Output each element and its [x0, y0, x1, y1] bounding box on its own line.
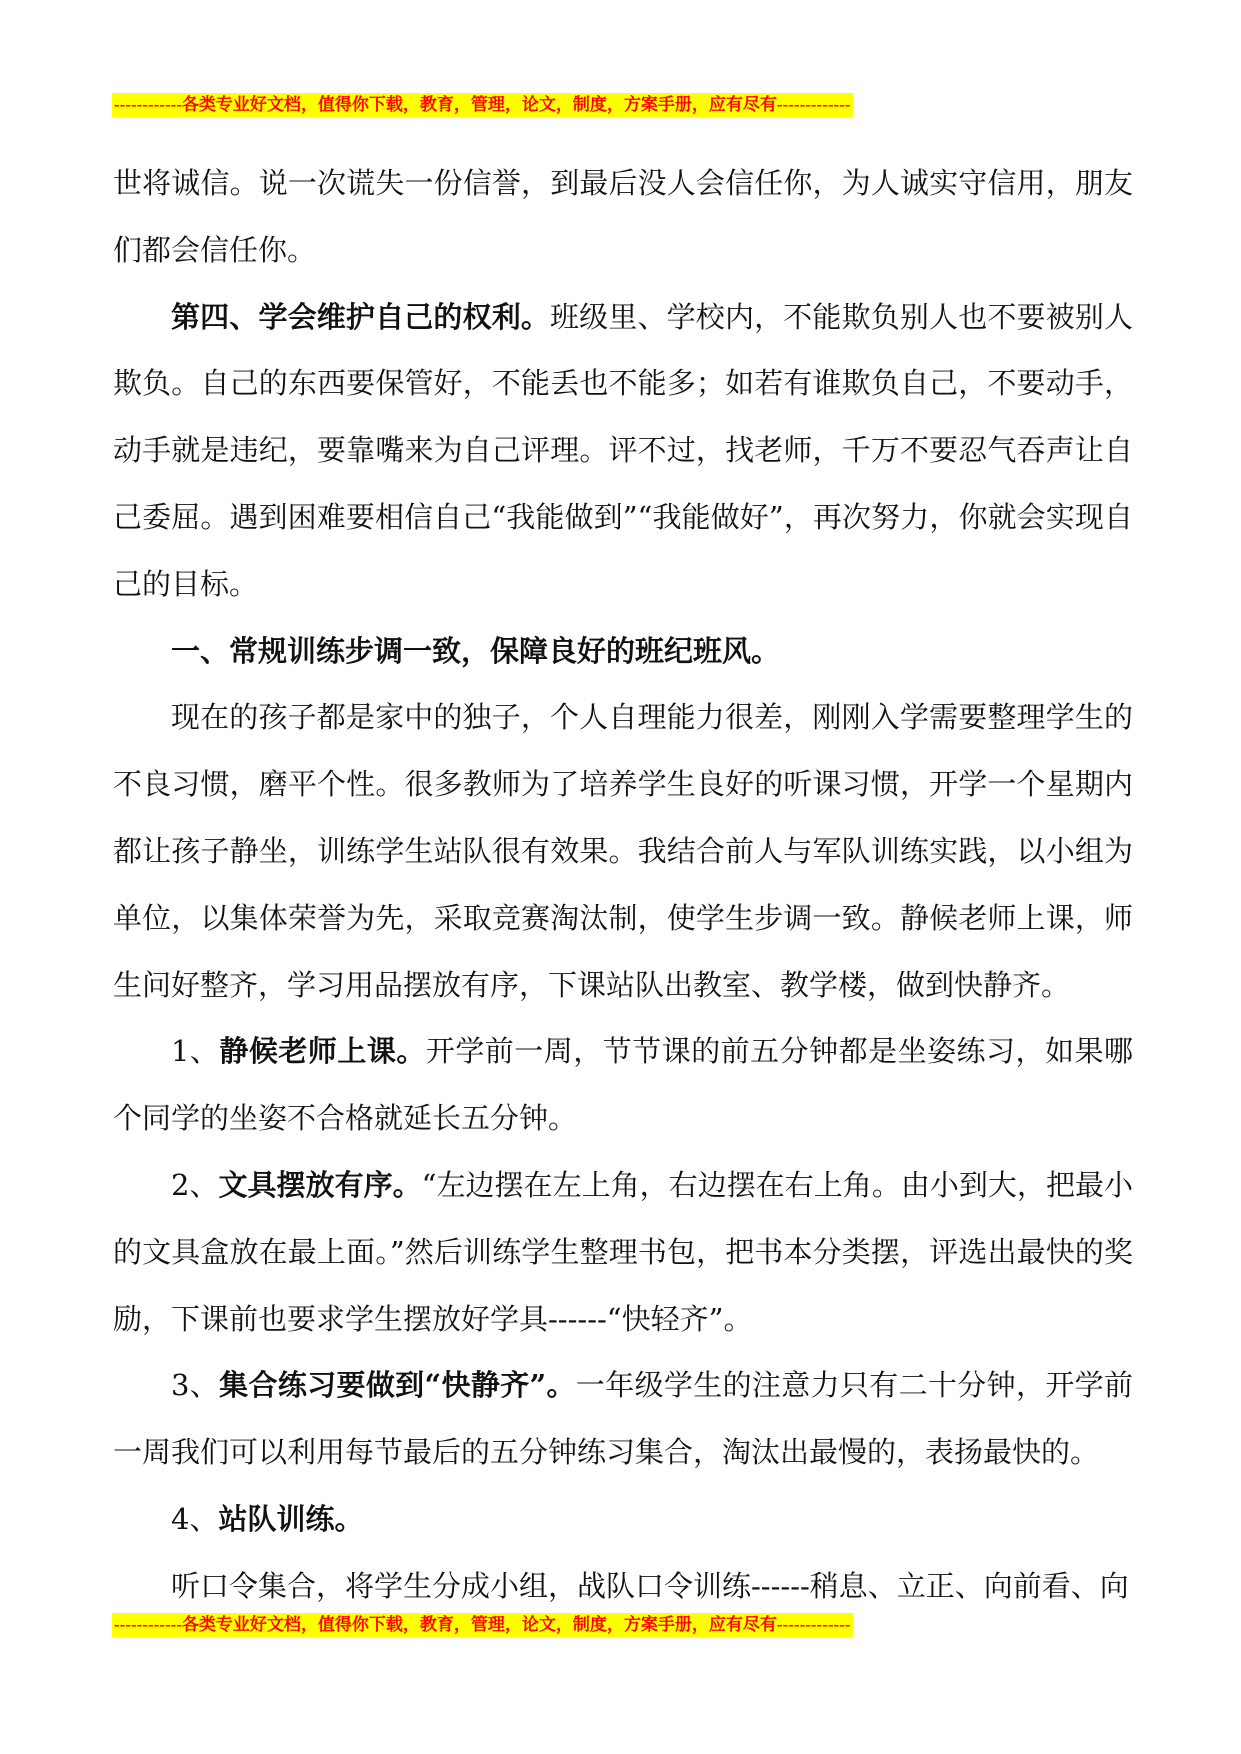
list-heading: 文具摆放有序。	[218, 1167, 422, 1202]
list-item-3	[113, 1352, 1133, 1486]
list-text: 开学前一周，节节课的前五分钟都是坐姿练习，如果哪个同学的坐姿不合格就延长五分钟。	[113, 1034, 1133, 1136]
footer-banner: ------------各类专业好文档，值得你下载，教育，管理，论文，制度，方案手册，应有尽有-------------	[112, 1613, 853, 1637]
paragraph-heading: 第四、学会维护自己的权利。	[171, 299, 551, 334]
list-text: 一年级学生的注意力只有二十分钟，开学前一周我们可以利用每节最后的五分钟练习集合，淘汰出最慢的，表扬最快的。	[113, 1368, 1133, 1470]
header-banner: ------------各类专业好文档，值得你下载，教育，管理，论文，制度，方案手册，应有尽有-------------	[112, 93, 853, 117]
list-number: 3、	[171, 1368, 220, 1403]
section-heading	[113, 618, 1133, 685]
list-heading: 静候老师上课。	[219, 1034, 426, 1069]
list-item-2	[113, 1152, 1133, 1352]
paragraph-lineup-training	[113, 1553, 1133, 1620]
section-heading-text: 一、常规训练步调一致，保障良好的班纪班风。	[171, 633, 781, 668]
paragraph-text: 现在的孩子都是家中的独子，个人自理能力很差，刚刚入学需要整理学生的不良习惯，磨平个性。很多教师为了培养学生良好的听课习惯，开学一个星期内都让孩子静坐，训练学生站队很有效果。我结合前人与军队训练实践，以小组为单位，以集体荣誉为先，采取竞赛淘汰制，使学生步调一致。静候老师上课，师生问好整齐，学习用品摆放有序，下课站队出教室、教学楼，做到快静齐。	[113, 700, 1133, 1002]
list-item-1	[113, 1018, 1133, 1152]
paragraph-rights	[113, 284, 1133, 618]
document-body	[113, 150, 1133, 1620]
list-number: 1、	[171, 1034, 220, 1069]
list-heading: 集合练习要做到“快静齐”。	[219, 1368, 576, 1403]
paragraph-text: 听口令集合，将学生分成小组，战队口令训练------稍息、立正、向前看、向	[171, 1568, 1129, 1603]
list-text: “左边摆在左上角，右边摆在右上角。由小到大，把最小的文具盒放在最上面。”然后训练学生整理书包，把书本分类摆，评选出最快的奖励，下课前也要求学生摆放好学具------“快轻齐”。	[113, 1167, 1133, 1336]
list-number: 2、	[171, 1167, 219, 1202]
list-number: 4、	[171, 1501, 219, 1536]
paragraph-routine-training	[113, 684, 1133, 1018]
paragraph-text: 班级里、学校内，不能欺负别人也不要被别人欺负。自己的东西要保管好，不能丢也不能多；如若有谁欺负自己，不要动手，动手就是违纪，要靠嘴来为自己评理。评不过，找老师，千万不要忍气吞声让自己委屈。遇到困难要相信自己“我能做到”“我能做好”，再次努力，你就会实现自己的目标。	[113, 299, 1133, 601]
paragraph-text: 世将诚信。说一次谎失一份信誉，到最后没人会信任你，为人诚实守信用，朋友们都会信任你。	[113, 166, 1133, 267]
list-heading: 站队训练。	[218, 1501, 364, 1536]
list-item-4	[113, 1486, 1133, 1553]
paragraph-honesty	[113, 150, 1133, 284]
